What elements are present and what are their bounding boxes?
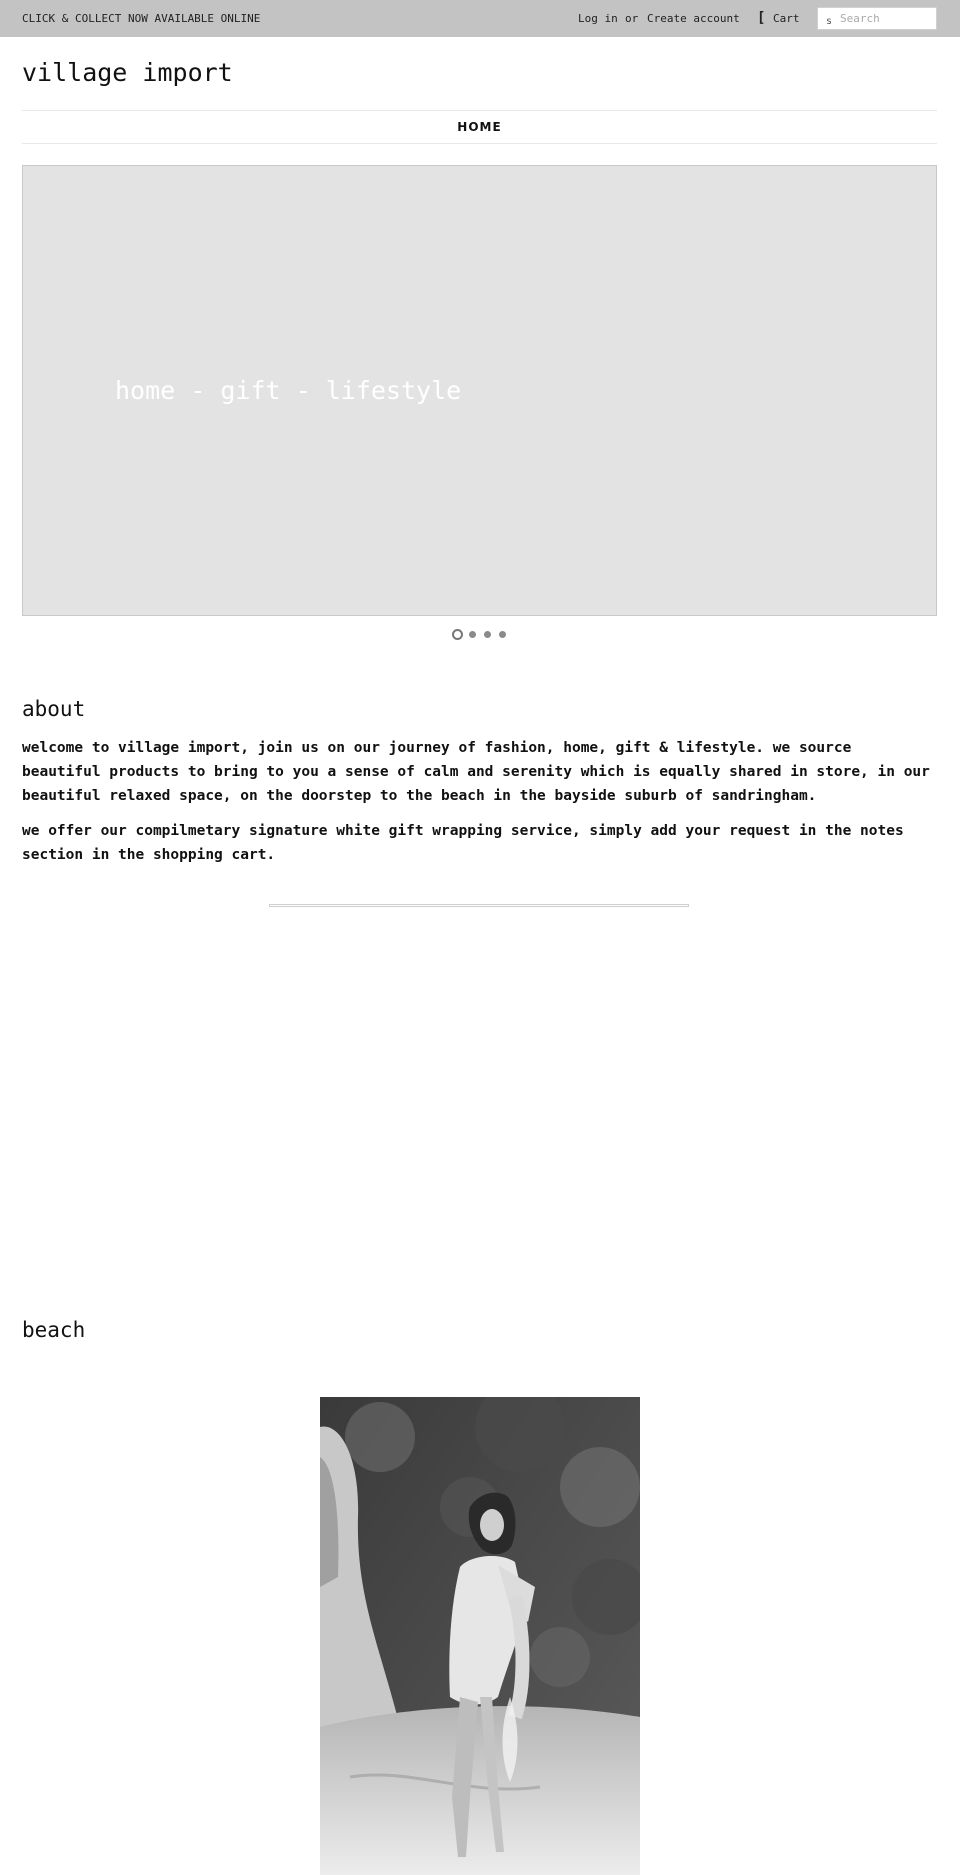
promo-text: CLICK & COLLECT NOW AVAILABLE ONLINE: [22, 12, 261, 25]
slideshow-dots: [452, 629, 512, 641]
about-paragraph-2: we offer our compilmetary signature white gift wrapping service, simply add your request in the notes section in the shopping cart.: [22, 823, 904, 863]
slide-dot-2[interactable]: [469, 631, 476, 638]
login-link[interactable]: Log in: [578, 12, 618, 25]
about-paragraph-1: welcome to village import, join us on our journey of fashion, home, gift & lifestyle. we source beautiful products to bring to you a sense of calm and serenity which is equally shared in store, in our beautiful relaxed space, on the doorstep to the beach in the bayside suburb of sandringham.: [22, 740, 930, 804]
slide-dot-4[interactable]: [499, 631, 506, 638]
slide-dot-3[interactable]: [484, 631, 491, 638]
search-box[interactable]: [817, 7, 937, 30]
beach-heading: beach: [22, 1318, 86, 1342]
hero-slideshow[interactable]: [22, 165, 937, 616]
main-nav: [22, 110, 937, 144]
or-text: or: [625, 12, 639, 25]
search-input[interactable]: [840, 10, 932, 27]
about-heading: about: [22, 697, 86, 721]
search-icon[interactable]: s: [826, 16, 833, 27]
slide-dot-1[interactable]: [452, 629, 463, 640]
site-logo[interactable]: village import: [22, 58, 233, 87]
nav-item-home[interactable]: HOME: [457, 120, 502, 134]
section-divider: [269, 904, 689, 907]
beach-photo-image: [320, 1397, 640, 1875]
beach-photo[interactable]: [320, 1397, 640, 1875]
announcement-bar: [0, 0, 960, 37]
cart-icon[interactable]: [: [757, 10, 766, 26]
create-account-link[interactable]: Create account: [647, 12, 740, 25]
hero-caption: home - gift - lifestyle: [115, 376, 462, 405]
cart-link[interactable]: Cart: [773, 12, 800, 25]
